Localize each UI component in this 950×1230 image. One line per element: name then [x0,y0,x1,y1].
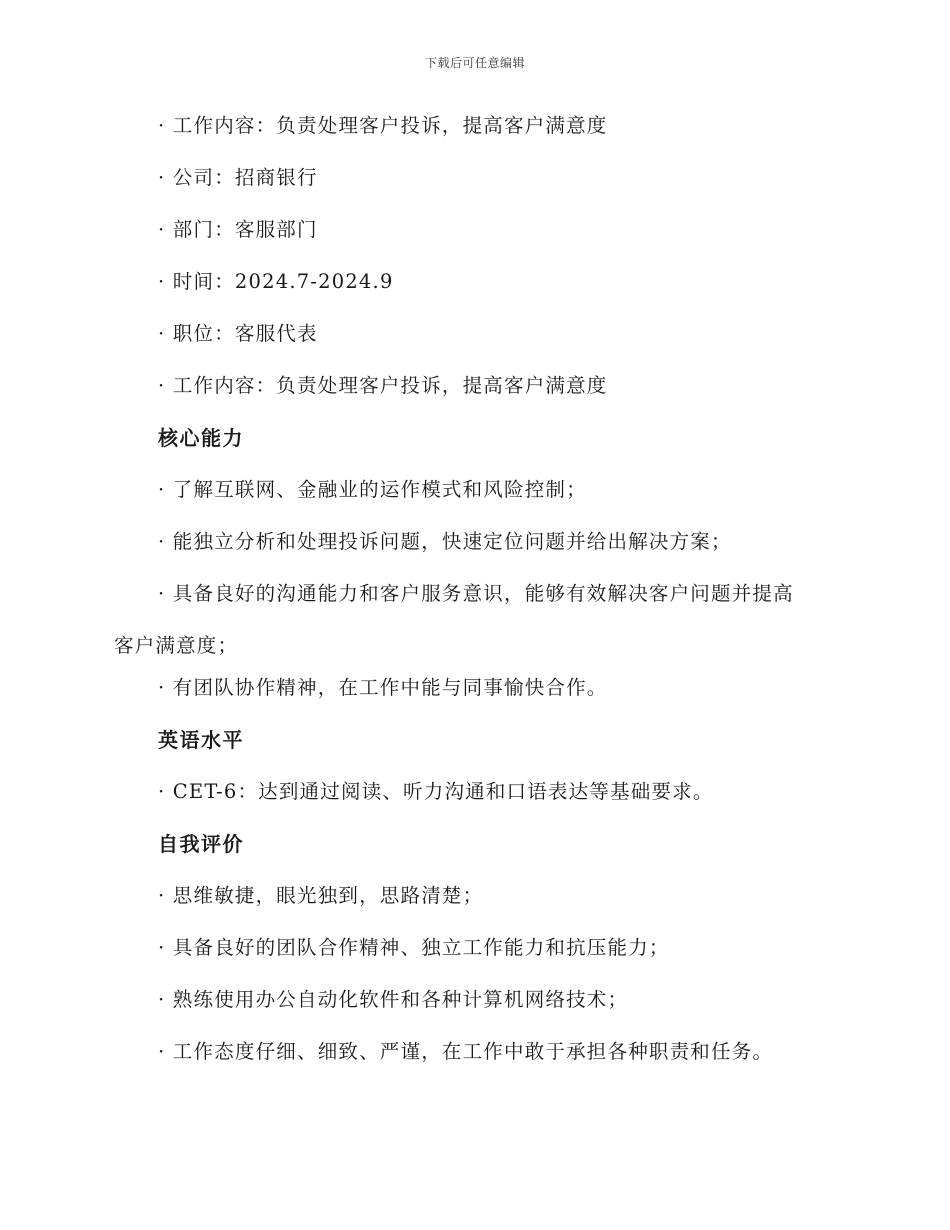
section-heading-english: 英语水平 [158,728,244,752]
experience-item: · 工作内容：负责处理客户投诉，提高客户满意度 [158,374,608,397]
experience-item: · 时间：2024.7-2024.9 [158,270,394,293]
experience-item: · 职位：客服代表 [158,322,318,345]
self-eval-item: · 具备良好的团队合作精神、独立工作能力和抗压能力； [158,936,670,959]
self-eval-item: · 工作态度仔细、细致、严谨，在工作中敢于承担各种职责和任务。 [158,1040,774,1063]
skill-item: · 能独立分析和处理投诉问题，快速定位问题并给出解决方案； [158,530,732,553]
experience-item: · 部门：客服部门 [158,218,318,241]
section-heading-self-evaluation: 自我评价 [158,832,244,856]
experience-item: · 工作内容：负责处理客户投诉，提高客户满意度 [158,114,608,137]
skill-item: · 有团队协作精神，在工作中能与同事愉快合作。 [158,676,608,699]
skill-item-line-1: · 具备良好的沟通能力和客户服务意识，能够有效解决客户问题并提高 [158,582,794,605]
skill-item: · 了解互联网、金融业的运作模式和风险控制； [158,478,587,501]
page-header: 下载后可任意编辑 [424,56,525,70]
skill-item-wrapped [114,576,834,664]
section-heading-core-skills: 核心能力 [158,426,244,450]
self-eval-item: · 思维敏捷，眼光独到，思路清楚； [158,884,484,907]
experience-item: · 公司：招商银行 [158,166,318,189]
self-eval-item: · 熟练使用办公自动化软件和各种计算机网络技术； [158,988,629,1011]
english-item: · CET-6：达到通过阅读、听力沟通和口语表达等基础要求。 [158,780,714,803]
skill-item-line-2: 客户满意度； [114,634,239,657]
